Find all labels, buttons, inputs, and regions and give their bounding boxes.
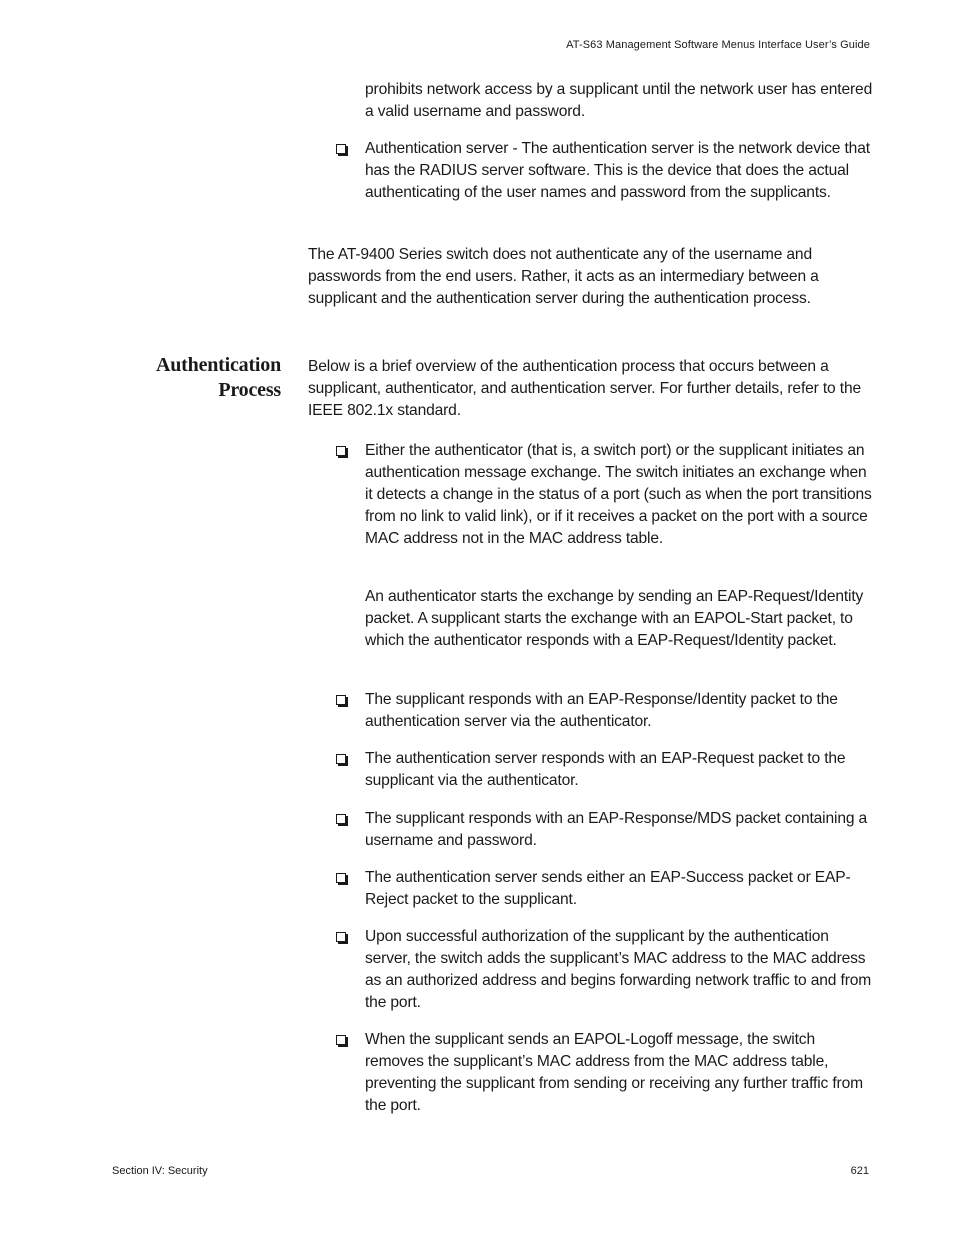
checkbox-bullet-icon bbox=[336, 754, 346, 764]
section-heading-line1: Authentication bbox=[156, 354, 281, 376]
section-intro: Below is a brief overview of the authentication process that occurs between a supplicant, authenticator, and authentication server. For further details, refer to the IEEE 802.1x standard. bbox=[308, 358, 861, 419]
list-item-step-1 bbox=[336, 440, 876, 550]
step-1-note: An authenticator starts the exchange by sending an EAP-Request/Identity packet. A supplicant starts the exchange with an EAPOL-Start packet, to which the authenticator responds with a EAP-Request/Identity packet. bbox=[365, 588, 864, 649]
list-item-step-7 bbox=[336, 1029, 876, 1117]
list-item-step-6 bbox=[336, 926, 876, 1014]
list-item-authentication-server bbox=[336, 138, 876, 204]
checkbox-bullet-icon bbox=[336, 932, 346, 942]
section-heading bbox=[110, 353, 281, 403]
checkbox-bullet-icon bbox=[336, 144, 346, 154]
list-item-step-4 bbox=[336, 808, 876, 852]
checkbox-bullet-icon bbox=[336, 695, 346, 705]
list-item-text: Upon successful authorization of the supplicant by the authentication server, the switch adds the supplicant’s MAC address to the MAC address as an authorized address and begins forwarding network traffic to and from the port. bbox=[365, 928, 872, 1011]
continued-paragraph: prohibits network access by a supplicant until the network user has entered a valid username and password. bbox=[365, 81, 873, 120]
footer-page-number: 621 bbox=[850, 1165, 869, 1177]
list-item-text: The authentication server responds with an EAP-Request packet to the supplicant via the authenticator. bbox=[365, 750, 846, 789]
list-item-text: When the supplicant sends an EAPOL-Logoff message, the switch removes the supplicant’s MAC address from the MAC address table, preventing the supplicant from sending or receiving any further traffic from the port. bbox=[365, 1031, 863, 1114]
list-item-step-2 bbox=[336, 689, 876, 733]
checkbox-bullet-icon bbox=[336, 1035, 346, 1045]
checkbox-bullet-icon bbox=[336, 873, 346, 883]
list-item-step-5 bbox=[336, 867, 876, 911]
list-item-text: Authentication server - The authentication server is the network device that has the RADIUS server software. This is the device that does the actual authenticating of the user names and password from the supplicants. bbox=[365, 140, 870, 201]
checkbox-bullet-icon bbox=[336, 446, 346, 456]
checkbox-bullet-icon bbox=[336, 814, 346, 824]
list-item-step-3 bbox=[336, 748, 876, 792]
list-item-text: The supplicant responds with an EAP-Response/MDS packet containing a username and password. bbox=[365, 810, 868, 849]
intermediary-paragraph: The AT-9400 Series switch does not authenticate any of the username and passwords from the end users. Rather, it acts as an intermediary between a supplicant and the authentication server during the authentication process. bbox=[308, 246, 819, 307]
list-item-text: Either the authenticator (that is, a switch port) or the supplicant initiates an authentication message exchange. The switch initiates an exchange when it detects a change in the status of a port (such as when the port transitions from no link to valid link), or if it receives a packet on the port with a source MAC address not in the MAC address table. bbox=[365, 442, 872, 547]
running-header: AT-S63 Management Software Menus Interface User’s Guide bbox=[566, 39, 870, 51]
section-heading-line2: Process bbox=[218, 379, 281, 401]
list-item-text: The supplicant responds with an EAP-Response/Identity packet to the authentication server via the authenticator. bbox=[365, 691, 838, 730]
list-item-text: The authentication server sends either an EAP-Success packet or EAP-Reject packet to the supplicant. bbox=[365, 869, 851, 908]
footer-section-label: Section IV: Security bbox=[112, 1165, 208, 1177]
